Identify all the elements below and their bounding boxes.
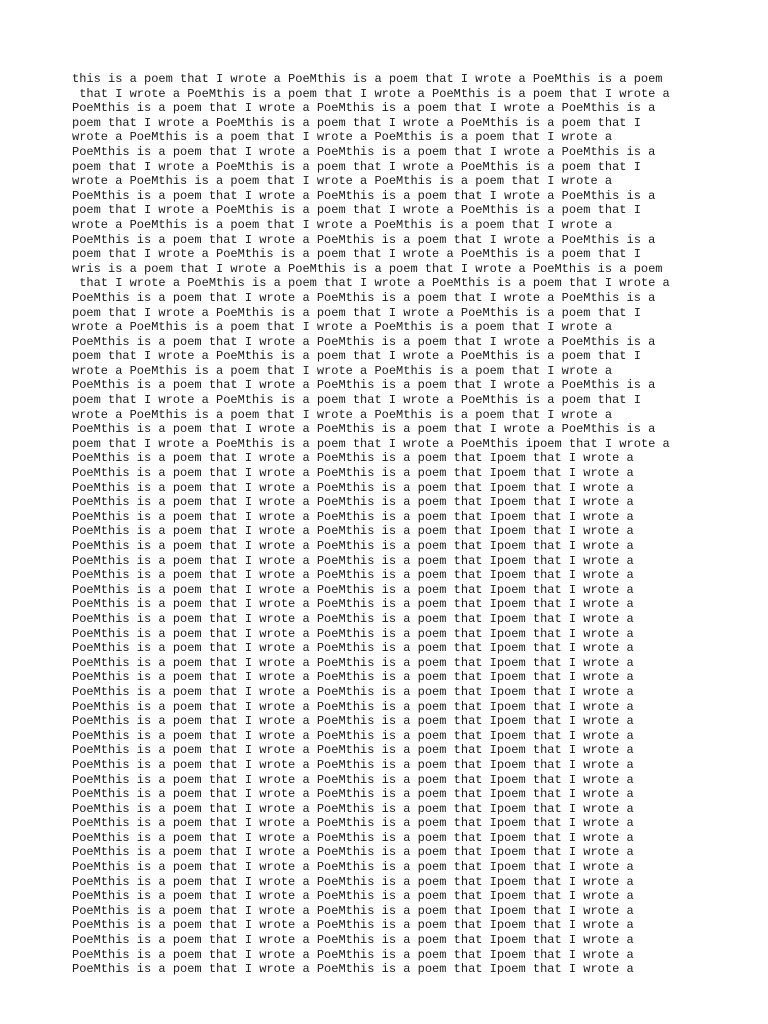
poem-line: PoeMthis is a poem that I wrote a PoeMthis is a poem that Ipoem that I wrote a: [72, 670, 634, 685]
poem-line: PoeMthis is a poem that I wrote a PoeMthis is a poem that Ipoem that I wrote a: [72, 553, 634, 568]
poem-line: PoeMthis is a poem that I wrote a PoeMthis is a poem that I wrote a PoeMthis is a: [72, 144, 656, 159]
poem-line: poem that I wrote a PoeMthis is a poem that I wrote a PoeMthis is a poem that I: [72, 159, 641, 174]
poem-line: that I wrote a PoeMthis is a poem that I wrote a PoeMthis is a poem that I wrote a: [72, 276, 670, 291]
poem-line: poem that I wrote a PoeMthis is a poem that I wrote a PoeMthis is a poem that I: [72, 115, 641, 130]
poem-line: PoeMthis is a poem that I wrote a PoeMthis is a poem that Ipoem that I wrote a: [72, 495, 634, 510]
poem-line: PoeMthis is a poem that I wrote a PoeMthis is a poem that Ipoem that I wrote a: [72, 466, 634, 481]
poem-line: PoeMthis is a poem that I wrote a PoeMthis is a poem that Ipoem that I wrote a: [72, 611, 634, 626]
poem-line: PoeMthis is a poem that I wrote a PoeMthis is a poem that Ipoem that I wrote a: [72, 889, 634, 904]
poem-line: PoeMthis is a poem that I wrote a PoeMthis is a poem that Ipoem that I wrote a: [72, 582, 634, 597]
poem-line: poem that I wrote a PoeMthis is a poem that I wrote a PoeMthis ipoem that I wrote a: [72, 436, 670, 451]
poem-line: PoeMthis is a poem that I wrote a PoeMthis is a poem that Ipoem that I wrote a: [72, 451, 634, 466]
poem-line: poem that I wrote a PoeMthis is a poem that I wrote a PoeMthis is a poem that I: [72, 203, 641, 218]
poem-line: PoeMthis is a poem that I wrote a PoeMthis is a poem that Ipoem that I wrote a: [72, 845, 634, 860]
poem-line: PoeMthis is a poem that I wrote a PoeMthis is a poem that I wrote a PoeMthis is a: [72, 232, 656, 247]
poem-line: PoeMthis is a poem that I wrote a PoeMthis is a poem that Ipoem that I wrote a: [72, 860, 634, 875]
poem-line: PoeMthis is a poem that I wrote a PoeMthis is a poem that Ipoem that I wrote a: [72, 684, 634, 699]
poem-text-block: [72, 72, 712, 977]
poem-line: PoeMthis is a poem that I wrote a PoeMthis is a poem that Ipoem that I wrote a: [72, 787, 634, 802]
poem-line: PoeMthis is a poem that I wrote a PoeMthis is a poem that Ipoem that I wrote a: [72, 597, 634, 612]
poem-line: PoeMthis is a poem that I wrote a PoeMthis is a poem that Ipoem that I wrote a: [72, 539, 634, 553]
poem-line: PoeMthis is a poem that I wrote a PoeMthis is a poem that Ipoem that I wrote a: [72, 757, 634, 772]
poem-line: PoeMthis is a poem that I wrote a PoeMthis is a poem that Ipoem that I wrote a: [72, 655, 634, 670]
poem-line: PoeMthis is a poem that I wrote a PoeMthis is a poem that Ipoem that I wrote a: [72, 933, 634, 948]
poem-line: PoeMthis is a poem that I wrote a PoeMthis is a poem that Ipoem that I wrote a: [72, 480, 634, 495]
poem-line: wrote a PoeMthis is a poem that I wrote a PoeMthis is a poem that I wrote a: [72, 320, 613, 335]
poem-line: PoeMthis is a poem that I wrote a PoeMthis is a poem that Ipoem that I wrote a: [72, 830, 634, 845]
poem-line: poem that I wrote a PoeMthis is a poem that I wrote a PoeMthis is a poem that I: [72, 349, 641, 364]
poem-line: that I wrote a PoeMthis is a poem that I wrote a PoeMthis is a poem that I wrote a: [72, 86, 670, 101]
poem-line: PoeMthis is a poem that I wrote a PoeMthis is a poem that Ipoem that I wrote a: [72, 699, 634, 714]
poem-line: PoeMthis is a poem that I wrote a PoeMthis is a poem that Ipoem that I wrote a: [72, 626, 634, 641]
poem-line: PoeMthis is a poem that I wrote a PoeMthis is a poem that Ipoem that I wrote a: [72, 641, 634, 656]
poem-line: PoeMthis is a poem that I wrote a PoeMthis is a poem that Ipoem that I wrote a: [72, 947, 634, 962]
poem-line: PoeMthis is a poem that I wrote a PoeMthis is a poem that I wrote a PoeMthis is a: [72, 422, 656, 437]
poem-line: PoeMthis is a poem that I wrote a PoeMthis is a poem that Ipoem that I wrote a: [72, 903, 634, 918]
poem-line: PoeMthis is a poem that I wrote a PoeMthis is a poem that I wrote a PoeMthis is a: [72, 334, 656, 349]
poem-line: PoeMthis is a poem that I wrote a PoeMthis is a poem that Ipoem that I wrote a: [72, 728, 634, 743]
poem-line: PoeMthis is a poem that I wrote a PoeMthis is a poem that Ipoem that I wrote a: [72, 962, 634, 977]
poem-line: PoeMthis is a poem that I wrote a PoeMthis is a poem that Ipoem that I wrote a: [72, 918, 634, 933]
poem-line: wrote a PoeMthis is a poem that I wrote a PoeMthis is a poem that I wrote a: [72, 363, 613, 378]
poem-line: PoeMthis is a poem that I wrote a PoeMthis is a poem that Ipoem that I wrote a: [72, 772, 634, 787]
poem-line: poem that I wrote a PoeMthis is a poem that I wrote a PoeMthis is a poem that I: [72, 247, 641, 262]
poem-line: PoeMthis is a poem that I wrote a PoeMthis is a poem that Ipoem that I wrote a: [72, 524, 634, 539]
poem-line: PoeMthis is a poem that I wrote a PoeMthis is a poem that I wrote a PoeMthis is a: [72, 188, 656, 203]
poem-line: PoeMthis is a poem that I wrote a PoeMthis is a poem that Ipoem that I wrote a: [72, 509, 634, 524]
poem-line: PoeMthis is a poem that I wrote a PoeMthis is a poem that I wrote a PoeMthis is a: [72, 290, 656, 305]
poem-line: wrote a PoeMthis is a poem that I wrote a PoeMthis is a poem that I wrote a: [72, 174, 613, 189]
poem-line: PoeMthis is a poem that I wrote a PoeMthis is a poem that I wrote a PoeMthis is a: [72, 378, 656, 393]
poem-line: PoeMthis is a poem that I wrote a PoeMthis is a poem that Ipoem that I wrote a: [72, 801, 634, 816]
poem-line: wrote a PoeMthis is a poem that I wrote a PoeMthis is a poem that I wrote a: [72, 407, 613, 422]
poem-line: PoeMthis is a poem that I wrote a PoeMthis is a poem that Ipoem that I wrote a: [72, 816, 634, 831]
poem-line: PoeMthis is a poem that I wrote a PoeMthis is a poem that Ipoem that I wrote a: [72, 568, 634, 583]
poem-line: wris is a poem that I wrote a PoeMthis is a poem that I wrote a PoeMthis is a poem: [72, 261, 663, 276]
poem-line: PoeMthis is a poem that I wrote a PoeMthis is a poem that Ipoem that I wrote a: [72, 714, 634, 729]
poem-line: wrote a PoeMthis is a poem that I wrote a PoeMthis is a poem that I wrote a: [72, 130, 613, 145]
poem-line: PoeMthis is a poem that I wrote a PoeMthis is a poem that I wrote a PoeMthis is a: [72, 101, 656, 116]
poem-line: poem that I wrote a PoeMthis is a poem that I wrote a PoeMthis is a poem that I: [72, 305, 641, 320]
poem-line: wrote a PoeMthis is a poem that I wrote a PoeMthis is a poem that I wrote a: [72, 217, 613, 232]
poem-line: PoeMthis is a poem that I wrote a PoeMthis is a poem that Ipoem that I wrote a: [72, 743, 634, 758]
poem-line: this is a poem that I wrote a PoeMthis is a poem that I wrote a PoeMthis is a poem: [72, 72, 663, 86]
poem-line: poem that I wrote a PoeMthis is a poem that I wrote a PoeMthis is a poem that I: [72, 393, 641, 408]
poem-line: PoeMthis is a poem that I wrote a PoeMthis is a poem that Ipoem that I wrote a: [72, 874, 634, 889]
